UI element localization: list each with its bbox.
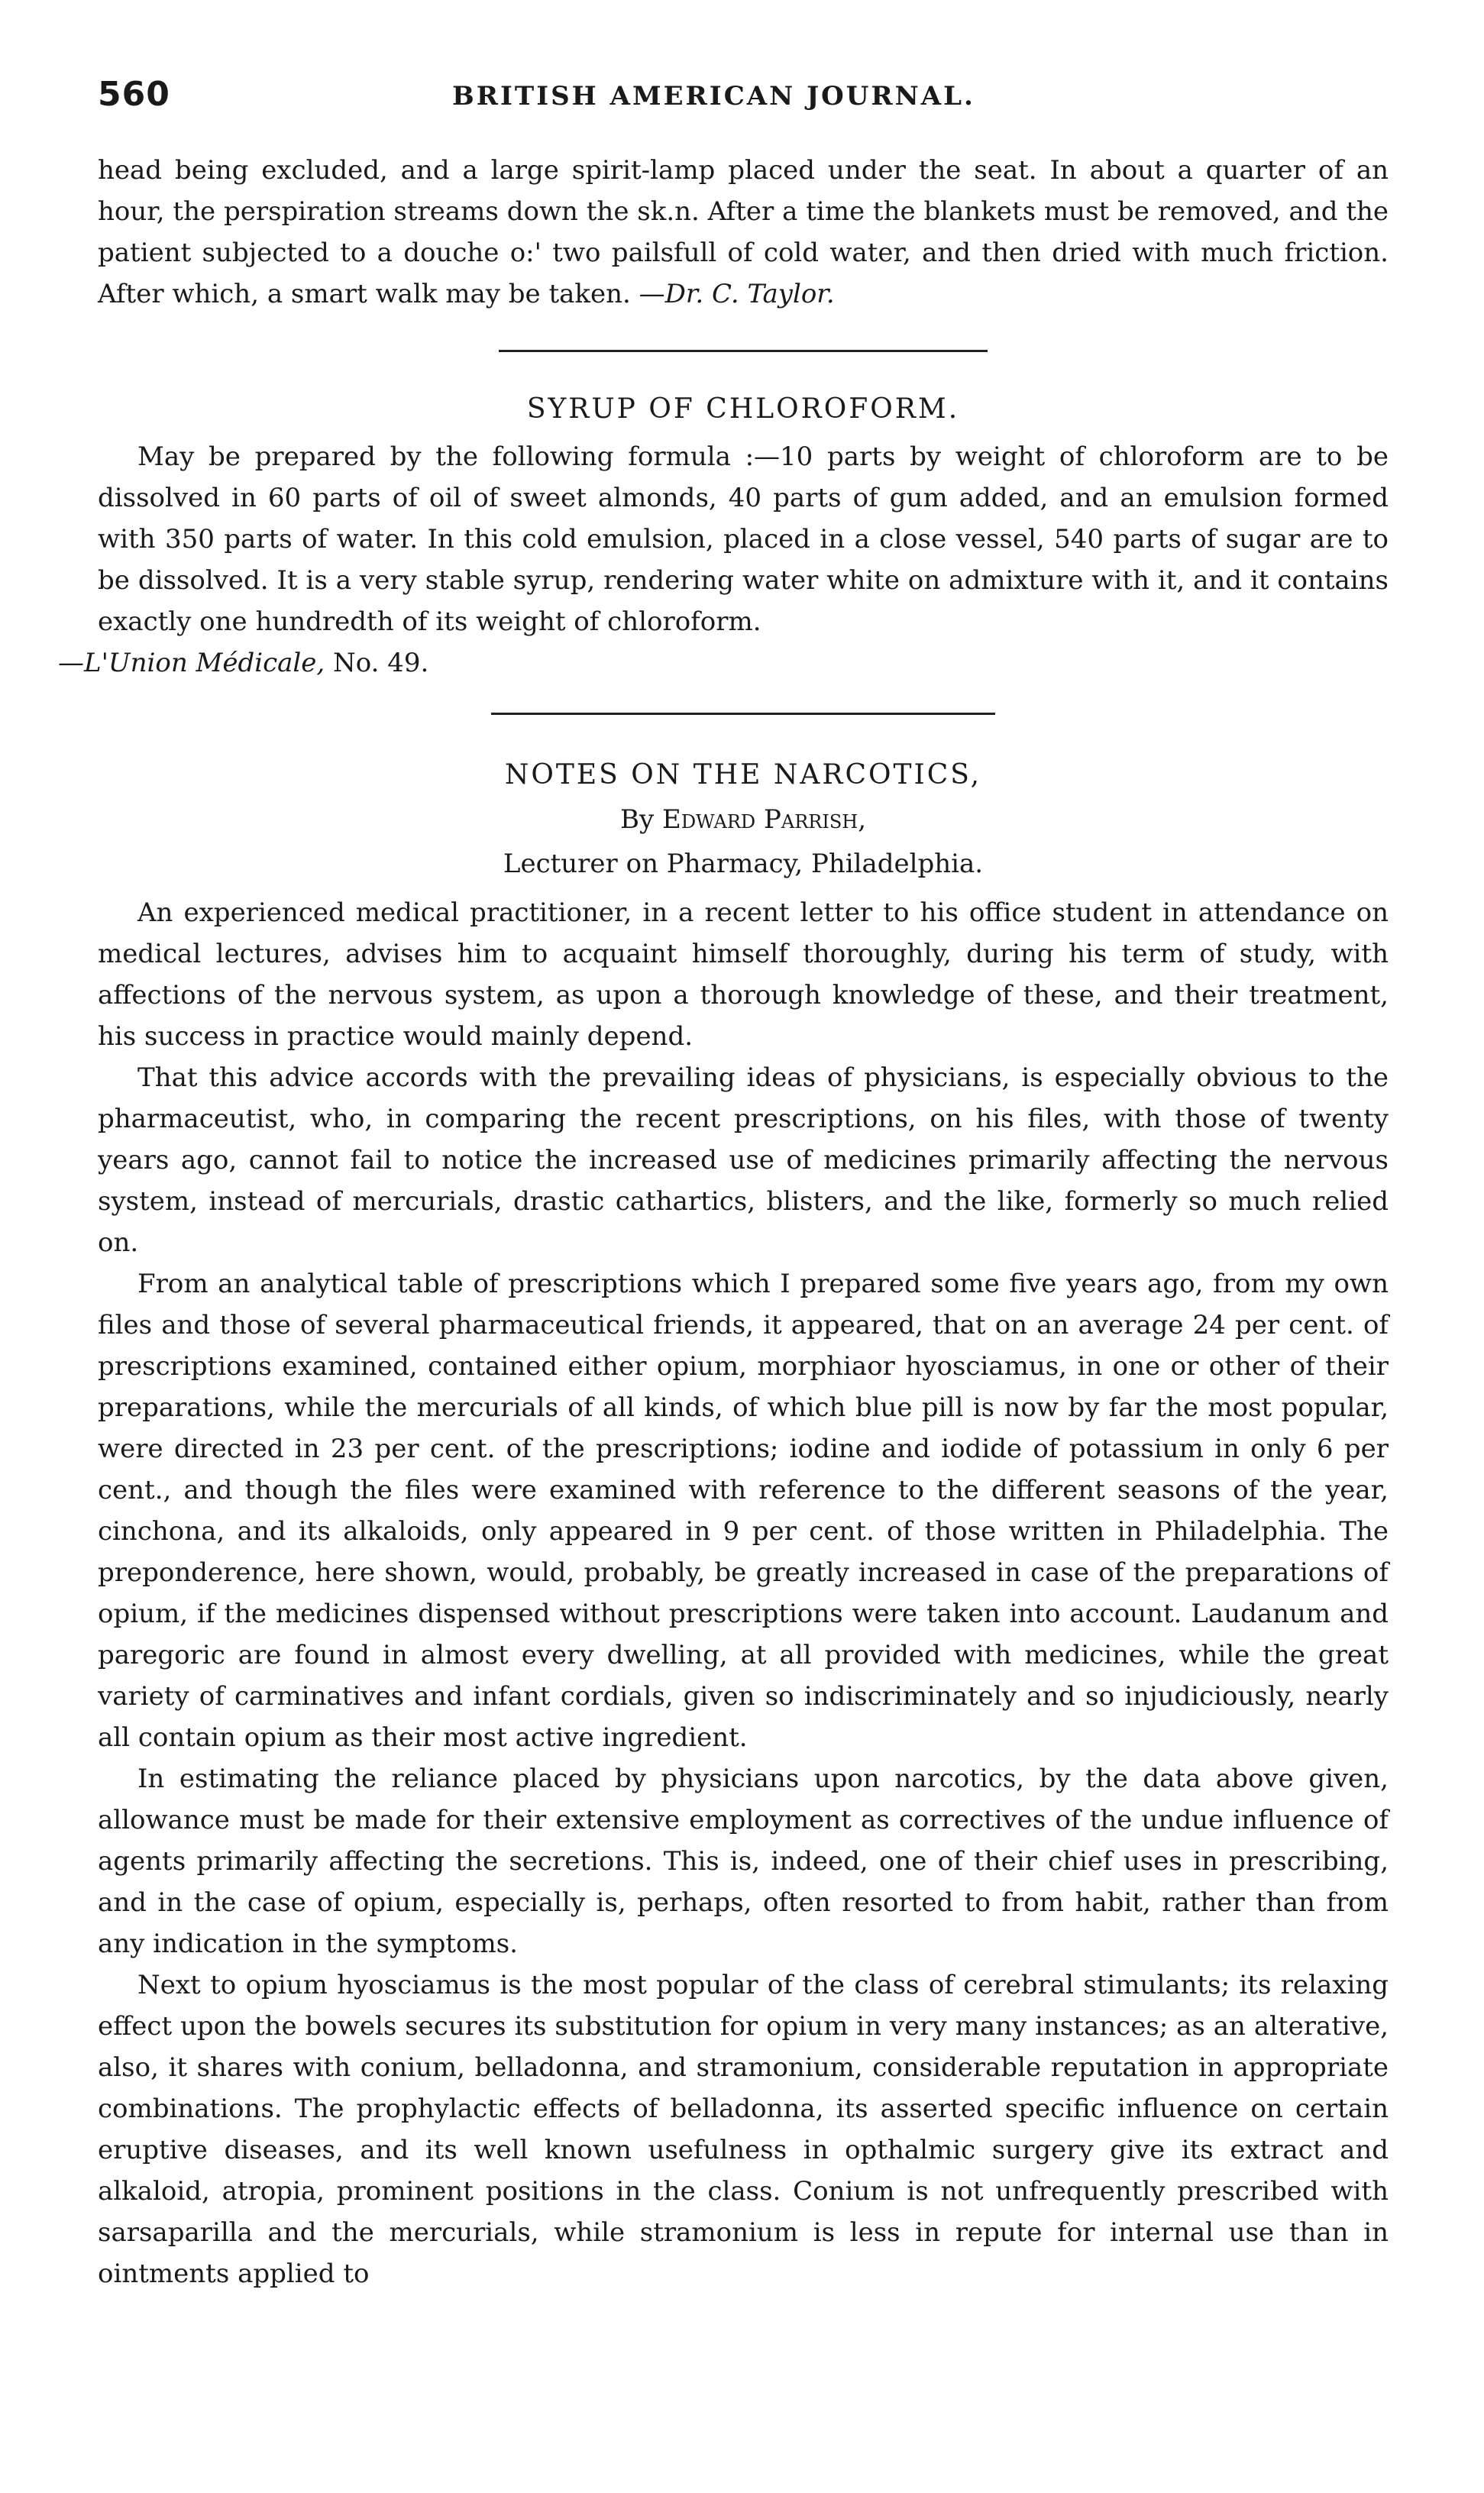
- notes-paragraph: Next to opium hyosciamus is the most popular of the class of cerebral stimulants; its relaxing effect upon the bowels secures its substitution for opium in very many instances; as an alterative, also, it shares with conium, belladonna, and stramonium, considerable reputation in appropriate combinations. The prophylactic effects of belladonna, its asserted specific influence on certain eruptive diseases, and its well known usefulness in opthalmic surgery give its extract and alkaloid, atropia, prominent positions in the class. Conium is not unfrequently prescribed with sarsaparilla and the mercurials, while stramonium is less in repute for internal use than in ointments applied to: [98, 1970, 1389, 2289]
- syrup-attribution-source: —L'Union Médicale,: [58, 648, 325, 678]
- notes-paragraph: That this advice accords with the prevailing ideas of physicians, is especially obvious to the pharmaceutist, who, in comparing the recent prescriptions, on his files, with those of twenty years ago, cannot fail to notice the increased use of medicines primarily affecting the nervous system, instead of mercurials, drastic cathartics, blisters, and the like, formerly so much relied on.: [98, 1062, 1389, 1258]
- notes-paragraph: From an analytical table of prescriptions which I prepared some five years ago, from my own files and those of several pharmaceutical friends, it appeared, that on an average 24 per cent. of prescriptions examined, contained either opium, morphiaor hyosciamus, in one or other of their preparations, while the mercurials of all kinds, of which blue pill is now by far the most popular, were directed in 23 per cent. of the prescriptions; iodine and iodide of potassium in only 6 per cent., and though the files were examined with reference to the different seasons of the year, cinchona, and its alkaloids, only appeared in 9 per cent. of those written in Philadelphia. The preponderence, here shown, would, probably, be greatly increased in case of the preparations of opium, if the medicines dispensed without prescriptions were taken into account. Laudanum and paregoric are found in almost every dwelling, at all provided with medicines, while the great variety of carminatives and infant cordials, given so indiscriminately and so injudiciously, nearly all contain opium as their most active ingredient.: [98, 1269, 1389, 1753]
- section-divider: [499, 350, 988, 352]
- article-byline: [98, 797, 1389, 842]
- section-divider: [491, 713, 995, 715]
- syrup-text: May be prepared by the following formula :—10 parts by weight of chloroform are to be dissolved in 60 parts of oil of sweet almonds, 40 parts of gum added, and an emulsion formed with 350 parts of water. In this cold emulsion, placed in a close vessel, 540 parts of sugar are to be dissolved. It is a very stable syrup, rendering water white on admixture with it, and it contains exactly one hundredth of its weight of chloroform.: [98, 441, 1389, 637]
- journal-title: BRITISH AMERICAN JOURNAL.: [452, 81, 975, 112]
- intro-attribution: —Dr. C. Taylor.: [639, 279, 835, 309]
- syrup-attribution-number: No. 49.: [325, 648, 429, 678]
- intro-paragraph: [98, 150, 1389, 315]
- author-name: Edward Parrish,: [662, 804, 866, 835]
- running-header: [98, 75, 1389, 121]
- intro-text: head being excluded, and a large spirit-lamp placed under the seat. In about a quarter of an hour, the perspiration streams down the sk.n. After a time the blankets must be removed, and the patient subjected to a douche o:' two pailsfull of cold water, and then dried with much friction. After which, a smart walk may be taken.: [98, 155, 1389, 309]
- byline-by: By: [619, 804, 655, 835]
- syrup-paragraph: [58, 436, 1389, 684]
- article-body: [58, 150, 1389, 2294]
- notes-paragraph: An experienced medical practitioner, in a recent letter to his office student in attendance on medical lectures, advises him to acquaint himself thoroughly, during his term of study, with affections of the nervous system, as upon a thorough knowledge of these, and their treatment, his success in practice would mainly depend.: [98, 897, 1389, 1052]
- author-title: Lecturer on Pharmacy, Philadelphia.: [503, 849, 984, 879]
- page-number: 560: [98, 75, 170, 114]
- section-heading-syrup: SYRUP OF CHLOROFORM.: [526, 393, 960, 425]
- notes-paragraph: In estimating the reliance placed by physicians upon narcotics, by the data above given, allowance must be made for their extensive employment as correctives of the undue influence of agents primarily affecting the secretions. This is, indeed, one of their chief uses in prescribing, and in the case of opium, especially is, perhaps, often resorted to from habit, rather than from any indication in the symptoms.: [98, 1764, 1389, 1959]
- section-heading-notes: NOTES ON THE NARCOTICS,: [504, 759, 982, 791]
